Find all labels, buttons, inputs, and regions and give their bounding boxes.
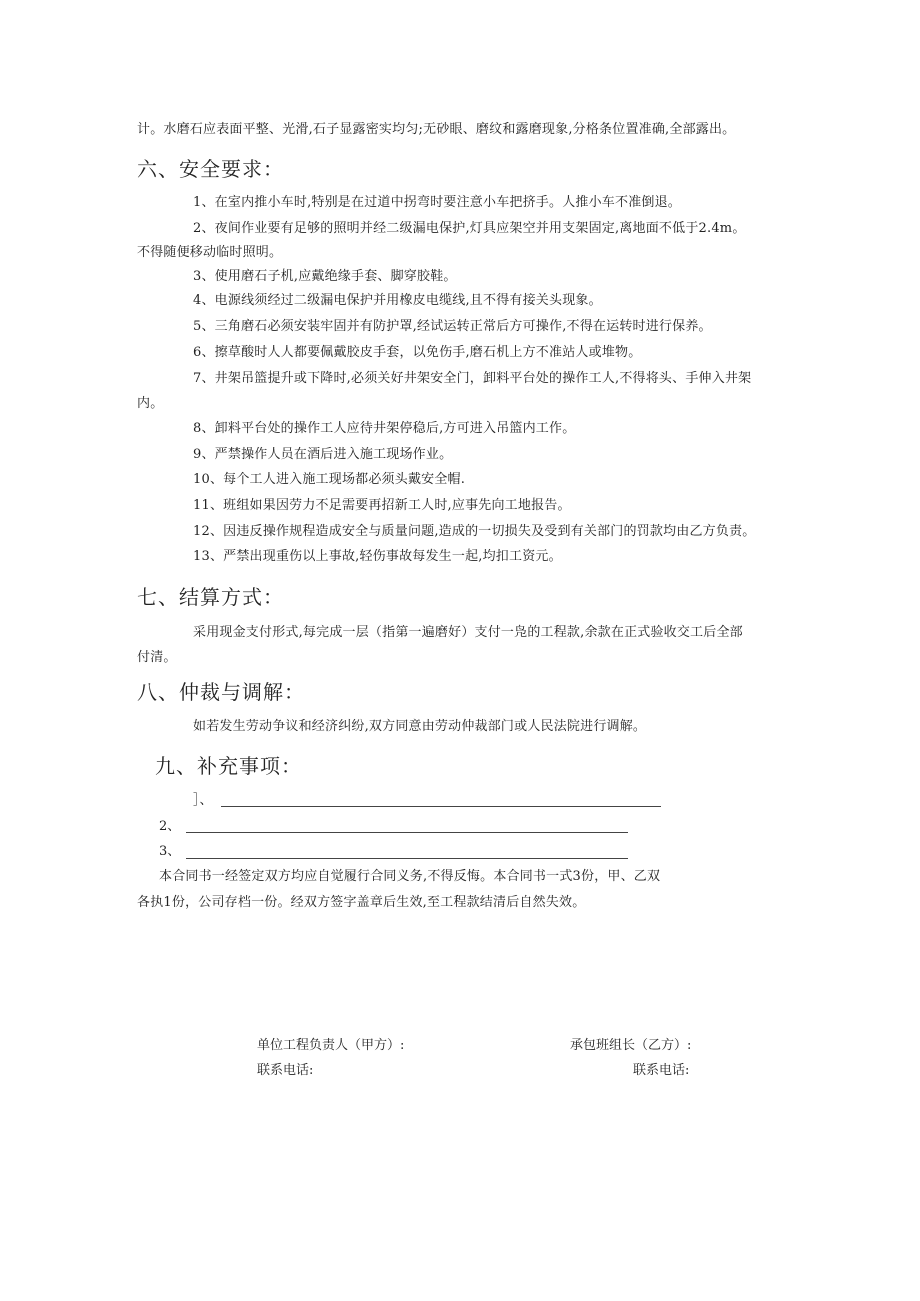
safety-item-7: 7、井架吊篮提升或下降时,必须关好井架安全门，卸料平台处的操作工人,不得将头、手伸入井架 [193,371,752,386]
section-9-heading: 九、补充事项： [155,754,302,778]
section-7-heading: 七、结算方式： [137,585,284,609]
section-6-heading: 六、安全要求： [137,157,284,181]
party-a-label: 单位工程负责人（甲方）: [257,1038,405,1053]
safety-item-4: 4、电源线须经过二级漏电保护并用橡皮电缆线,且不得有接关头现象。 [193,293,602,308]
safety-item-6: 6、擦草酸时人人都要佩戴胶皮手套，以免伤手,磨石机上方不准站人或堆物。 [193,345,642,360]
safety-item-7-cont: 内。 [137,396,164,411]
safety-item-2: 2、夜间作业要有足够的照明并经二级漏电保护,灯具应架空并用支架固定,离地面不低于2.4m。 [193,221,746,236]
safety-item-12: 12、因违反操作规程造成安全与质量问题,造成的一切损失及受到有关部门的罚款均由乙方负责。 [193,524,756,539]
settlement-line-2: 付清。 [137,650,177,665]
party-b-label: 承包班组长（乙方）: [570,1038,692,1053]
supplement-item-1-label: ］、 [193,793,213,808]
safety-item-10: 10、每个工人进入施工现场都必须头戴安全帽. [193,472,466,487]
arbitration-line: 如若发生劳动争议和经济纠纷,双方同意由劳动仲裁部门或人民法院进行调解。 [193,719,647,734]
safety-item-1: 1、在室内推小车时,特别是在过道中拐弯时要注意小车把挤手。人推小车不准倒退。 [193,195,682,210]
party-b-phone: 联系电话: [633,1063,690,1078]
supplement-item-3-label: 3、 [159,844,181,859]
intro-line: 计。水磨石应表面平整、光滑,石子显露密实均匀;无砂眼、磨纹和露磨现象,分格条位置准确,全部露出。 [137,122,736,137]
settlement-line-1: 采用现金支付形式,每完成一层（指第一遍磨好）支付一凫的工程款,余款在正式验收交工后全部 [193,625,743,640]
party-a-phone: 联系电话: [257,1063,314,1078]
safety-item-13: 13、严禁出现重伤以上事故,轻伤事故每发生一起,均扣工资元。 [193,549,562,564]
safety-item-3: 3、使用磨石子机,应戴绝缘手套、脚穿胶鞋。 [193,269,457,284]
safety-item-2-cont: 不得随便移动临时照明。 [137,245,283,260]
safety-item-8: 8、卸料平台处的操作工人应待井架停稳后,方可进入吊篮内工作。 [193,421,576,436]
closing-line-1: 本合同书一经签定双方均应自觉履行合同义务,不得反悔。本合同书一式3份，甲、乙双 [159,869,661,884]
safety-item-5: 5、三角磨石必须安装牢固并有防护罩,经试运转正常后方可操作,不得在运转时进行保养。 [193,319,712,334]
supplement-item-2-line[interactable] [186,832,628,833]
supplement-item-1-line[interactable] [221,806,661,807]
safety-item-11: 11、班组如果因劳力不足需要再招新工人时,应事先向工地报告。 [193,498,571,513]
safety-item-9: 9、严禁操作人员在酒后进入施工现场作业。 [193,447,453,462]
section-8-heading: 八、仲裁与调解： [137,680,305,704]
supplement-item-2-label: 2、 [159,819,181,834]
supplement-item-3-line[interactable] [186,858,628,859]
closing-line-2: 各执1份，公司存档一份。经双方签字盖章后生效,至工程款结清后自然失效。 [137,895,586,910]
